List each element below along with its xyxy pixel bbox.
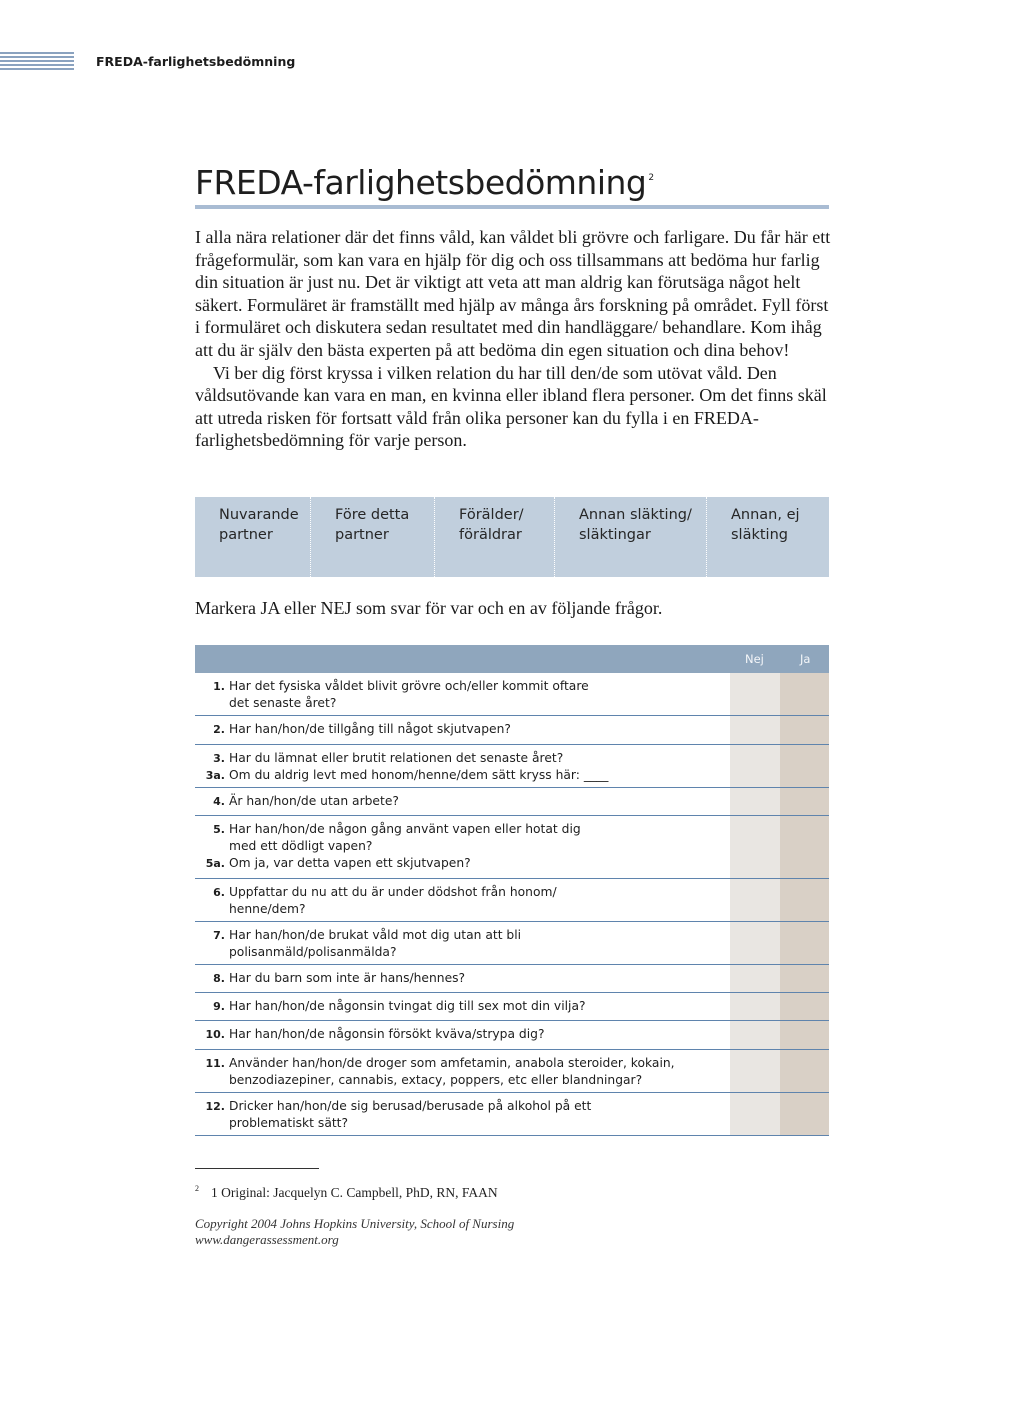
header-stripes-decoration [0, 52, 74, 70]
question-line [195, 1072, 829, 1089]
question-line-text: Har han/hon/de brukat våld mot dig utan att bli [229, 928, 522, 942]
question-number: 3a. [205, 769, 225, 782]
questions-rows [195, 673, 829, 1136]
question-text [195, 879, 829, 918]
footnote-rule [195, 1168, 319, 1169]
question-number: 11. [205, 1057, 225, 1070]
question-number: 2. [213, 723, 225, 736]
question-row [195, 922, 829, 965]
question-row [195, 745, 829, 788]
question-number [195, 1072, 229, 1089]
question-number [195, 944, 229, 961]
question-number: 1. [213, 680, 225, 693]
title-footnote-marker: 2 [648, 173, 654, 183]
relation-option-label: släkting [731, 527, 788, 543]
question-line [195, 695, 829, 712]
title-block [195, 158, 829, 209]
question-line-text: Uppfattar du nu att du är under dödshot från honom/ [229, 885, 557, 899]
question-line-text: henne/dem? [229, 902, 306, 916]
question-text [195, 788, 829, 810]
relation-option-label: släktingar [579, 527, 651, 543]
question-line [195, 1055, 829, 1072]
question-line-text: Om ja, var detta vapen ett skjutvapen? [229, 856, 471, 870]
question-line [195, 750, 829, 767]
question-text [195, 1021, 829, 1043]
question-row [195, 1093, 829, 1136]
relation-option-label: Annan, ej [731, 507, 800, 523]
relation-options [195, 497, 829, 577]
question-row [195, 788, 829, 816]
intro-paragraph-1: I alla nära relationer där det finns våld, kan våldet bli grövre och farligare. Du får här ett frågeformulär, som kan vara en hjälp för dig och oss tillsammans att bedöma hur farlig din situation är just nu. Det är viktigt att veta att man aldrig kan förutsäga något helt säkert. Formuläret är framställt med hjälp av många års forskning på området. Fyll först i formuläret och diskutera sedan resultatet med din handläggare/ behandlare. Kom ihåg att du är själv den bästa experten på att bedöma din egen situation och dina behov! [195, 227, 831, 360]
footnote-marker: 2 [195, 1184, 199, 1193]
question-number [195, 901, 229, 918]
footnote-text: 1 Original: Jacquelyn C. Campbell, PhD, RN, FAAN [211, 1185, 498, 1200]
question-number: 4. [213, 795, 225, 808]
question-line [195, 838, 829, 855]
intro-paragraph-2: Vi ber dig först kryssa i vilken relation du har till den/de som utövat våld. Den våldsutövande kan vara en man, en kvinna eller ibland flera personer. Om det finns skäl att utreda risken för fortsatt våld från olika personer kan du fylla i en FREDA-farlighetsbedömning för varje person. [195, 362, 827, 451]
question-line-text: Har du lämnat eller brutit relationen det senaste året? [229, 751, 564, 765]
question-line [195, 901, 829, 918]
question-line-text: Har han/hon/de någonsin tvingat dig till sex mot din vilja? [229, 999, 586, 1013]
relation-option-label: partner [335, 527, 389, 543]
question-line-text: Har han/hon/de någonsin försökt kväva/strypa dig? [229, 1027, 545, 1041]
question-row [195, 1050, 829, 1093]
question-line [195, 1098, 829, 1115]
intro-text [195, 226, 831, 452]
question-text [195, 993, 829, 1015]
question-line [195, 944, 829, 961]
question-number [195, 695, 229, 712]
question-number: 7. [213, 929, 225, 942]
question-line-text: polisanmäld/polisanmälda? [229, 945, 397, 959]
relation-option-label: Före detta [335, 507, 410, 523]
question-number: 8. [213, 972, 225, 985]
question-line-text: problematiskt sätt? [229, 1116, 349, 1130]
question-line [195, 721, 829, 738]
relation-option-label: Annan släkting/ [579, 507, 692, 523]
question-text [195, 965, 829, 987]
question-text [195, 673, 829, 712]
question-text [195, 922, 829, 961]
question-line-text: benzodiazepiner, cannabis, extacy, poppers, etc eller blandningar? [229, 1073, 643, 1087]
question-number [195, 838, 229, 855]
footnote [195, 1184, 498, 1201]
page-title [195, 158, 829, 203]
question-line-text: Om du aldrig levt med honom/henne/dem sätt kryss här: ____ [229, 768, 609, 782]
question-line [195, 678, 829, 695]
question-line-text: det senaste året? [229, 696, 337, 710]
relation-option-parent[interactable] [435, 497, 555, 577]
question-row [195, 879, 829, 922]
question-line-text: Har han/hon/de någon gång använt vapen eller hotat dig [229, 822, 581, 836]
question-text [195, 816, 829, 872]
questions-table [195, 645, 829, 1136]
question-text [195, 745, 829, 784]
title-rule [195, 205, 829, 209]
page-title-text: FREDA-farlighetsbedömning [195, 163, 647, 202]
question-line [195, 821, 829, 838]
question-line-text: Har han/hon/de tillgång till något skjutvapen? [229, 722, 511, 736]
running-head: FREDA-farlighetsbedömning [96, 54, 296, 69]
question-number: 3. [213, 752, 225, 765]
ja-column-header: Ja [800, 652, 811, 666]
question-line [195, 970, 829, 987]
questions-table-header [195, 645, 829, 673]
question-line [195, 1026, 829, 1043]
relation-option-other-non-relative[interactable] [707, 497, 829, 577]
relation-option-label: föräldrar [459, 527, 522, 543]
question-line-text: Har det fysiska våldet blivit grövre och/eller kommit oftare [229, 679, 589, 693]
question-text [195, 1093, 829, 1132]
relation-option-current-partner[interactable] [195, 497, 311, 577]
question-line-text: Använder han/hon/de droger som amfetamin, anabola steroider, kokain, [229, 1056, 675, 1070]
question-line [195, 1115, 829, 1132]
question-line-text: Är han/hon/de utan arbete? [229, 794, 399, 808]
nej-column-header: Nej [745, 652, 764, 666]
instruction-text: Markera JA eller NEJ som svar för var och en av följande frågor. [195, 598, 663, 618]
question-row [195, 816, 829, 879]
copyright [195, 1216, 514, 1248]
copyright-line: Copyright 2004 Johns Hopkins University, School of Nursing [195, 1216, 515, 1231]
relation-option-label: partner [219, 527, 273, 543]
question-number: 9. [213, 1000, 225, 1013]
question-line [195, 767, 829, 784]
question-line-text: Har du barn som inte är hans/hennes? [229, 971, 466, 985]
copyright-url[interactable]: www.dangerassessment.org [195, 1232, 339, 1247]
question-row [195, 993, 829, 1021]
question-line-text: Dricker han/hon/de sig berusad/berusade på alkohol på ett [229, 1099, 592, 1113]
question-number [195, 1115, 229, 1132]
question-number: 12. [205, 1100, 225, 1113]
question-number: 6. [213, 886, 225, 899]
question-line [195, 855, 829, 872]
relation-option-label: Förälder/ [459, 507, 524, 523]
question-line [195, 927, 829, 944]
question-row [195, 1021, 829, 1050]
question-row [195, 965, 829, 993]
question-row [195, 673, 829, 716]
question-line-text: med ett dödligt vapen? [229, 839, 373, 853]
question-line [195, 793, 829, 810]
question-number: 5a. [205, 857, 225, 870]
question-text [195, 716, 829, 738]
question-number: 10. [205, 1028, 225, 1041]
relation-option-former-partner[interactable] [311, 497, 435, 577]
question-line [195, 884, 829, 901]
question-row [195, 716, 829, 745]
relation-option-other-relative[interactable] [555, 497, 707, 577]
relation-option-label: Nuvarande [219, 507, 299, 523]
question-line [195, 998, 829, 1015]
question-number: 5. [213, 823, 225, 836]
question-text [195, 1050, 829, 1089]
